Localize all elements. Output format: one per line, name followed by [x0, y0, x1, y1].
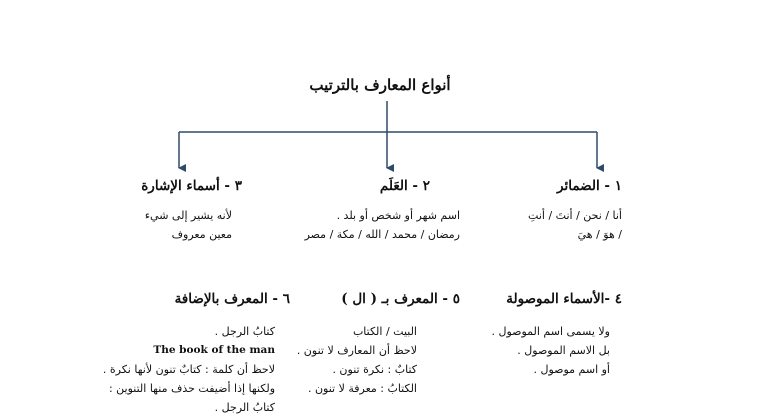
text-line: لاحظ أن المعارف لا تنون . [296, 344, 417, 357]
heading-definite-article: ٥ - المعرف بـ ( ال ) [341, 291, 460, 307]
heading-proper-noun: ٢ - العَلَم [379, 178, 430, 194]
text-line: أو اسم موصول . [533, 363, 610, 376]
text-line: أنا / نحن / أنتَ / أنتِ [528, 209, 622, 222]
text-line: اسم شهر أو شخص أو بلد . [336, 209, 460, 222]
body-idafa [103, 322, 275, 417]
heading-demonstratives: ٣ - أسماء الإشارة [141, 178, 242, 194]
text-line: لاحظ أن كلمة : كتابٌ تنون لأنها نكرة . [102, 363, 275, 376]
body-relative-nouns [491, 322, 610, 379]
text-line: كتابٌ : نكرة تنون . [332, 363, 417, 376]
text-line: بل الاسم الموصول . [517, 344, 610, 357]
text-line: ولكنها إذا أضيفت حذف منها التنوين : [108, 382, 275, 395]
text-line: الكتابُ : معرفة لا تنون . [307, 382, 417, 395]
text-line: كتابُ الرجل . [214, 325, 275, 338]
text-line: رمضان / محمد / الله / مكة / مصر [304, 228, 460, 241]
english-example: The book of the man [153, 344, 275, 356]
diagram-title: أنواع المعارف بالترتيب [309, 76, 451, 94]
text-line: معين معروف [171, 228, 232, 241]
text-line: / هوَ / هيَ [577, 228, 622, 241]
body-demonstratives [145, 206, 232, 244]
text-line: لأنه يشير إلى شيء [144, 209, 232, 222]
text-line: ولا يسمى اسم الموصول . [491, 325, 610, 338]
body-definite-article [297, 322, 417, 398]
heading-idafa: ٦ - المعرف بالإضافة [174, 291, 290, 307]
heading-relative-nouns: ٤ -الأسماء الموصولة [506, 291, 622, 307]
text-line: البيت / الكتاب [352, 325, 417, 338]
body-proper-noun [305, 206, 460, 244]
heading-pronouns: ١ - الضمائر [557, 178, 622, 194]
body-pronouns [528, 206, 622, 244]
text-line: كتابُ الرجل . [214, 401, 275, 414]
